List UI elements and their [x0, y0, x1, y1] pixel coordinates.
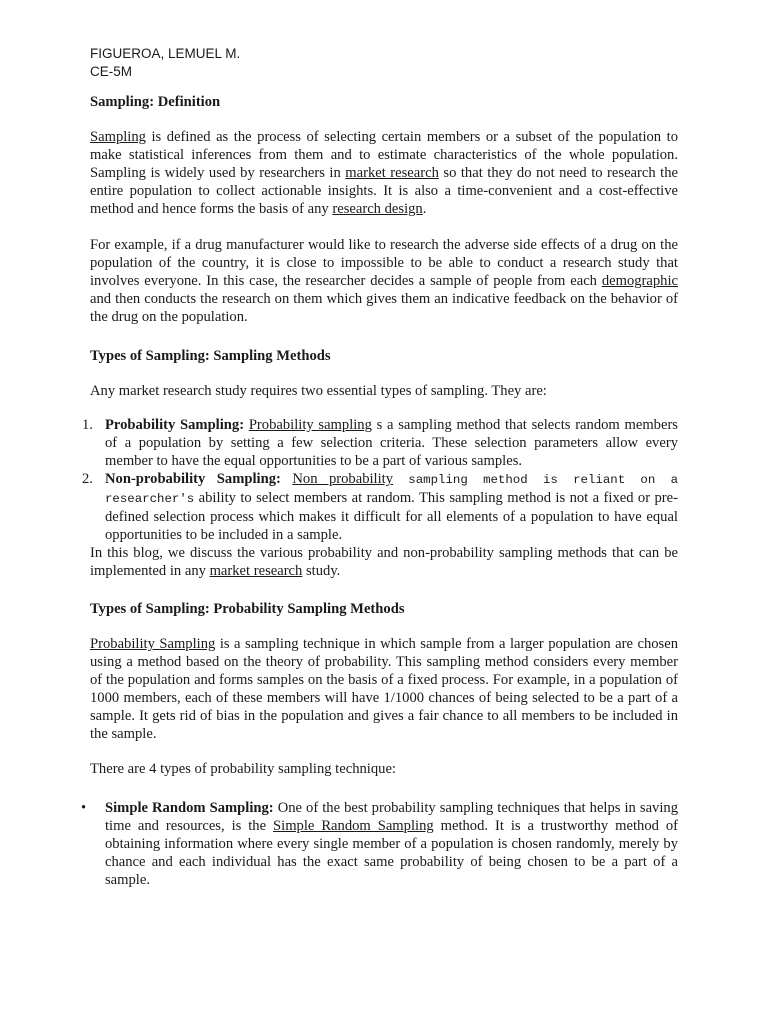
sampling-types-list [82, 416, 679, 544]
paragraph-probability-sampling: Probability Sampling is a sampling technique in which sample from a larger population are chosen using a method based on the theory of probability. This sampling method considers every member of the population and forms samples on the basis of a fixed process. For example, in a population of 1000 members, each of these members will have 1/1000 chances of being selected to be a part of a sample. It gets rid of bias in the population and gives a fair chance to all members to be included in the sample. [90, 636, 678, 742]
link-sampling[interactable]: Sampling [90, 129, 146, 145]
link-market-research[interactable]: market research [345, 165, 439, 181]
heading-probability-methods: Types of Sampling: Probability Sampling Methods [90, 601, 405, 617]
heading-sampling-definition: Sampling: Definition [90, 94, 221, 110]
list-item: 2. Non-probability Sampling: Non probability sampling method is reliant on a researcher's ability to select members at random. This sampling method is not a fixed or pre-defined selection process which makes it difficult for all elements of a population to have equal opportunities to be included in a sample. [82, 471, 679, 543]
paragraph-four-types: There are 4 types of probability sampling technique: [90, 761, 396, 777]
author-name: FIGUEROA, LEMUEL M. [90, 46, 241, 61]
link-market-research-2[interactable]: market research [209, 563, 303, 579]
probability-types-list [81, 799, 679, 889]
document-body [81, 93, 679, 889]
link-non-probability[interactable]: Non probability [292, 471, 394, 487]
link-simple-random-sampling[interactable]: Simple Random Sampling [273, 818, 434, 834]
heading-sampling-methods: Types of Sampling: Sampling Methods [90, 348, 331, 364]
list-item: • Simple Random Sampling: One of the best probability sampling techniques that helps in saving time and resources, is the Simple Random Sampling method. It is a trustworthy method of obtaining information where every single member of a population is chosen randomly, merely by chance and each individual has the exact same probability of being chosen to be a part of a sample. [81, 800, 679, 888]
paragraph-blog-note: In this blog, we discuss the various probability and non-probability sampling methods that can be implemented in any market research study. [90, 545, 678, 579]
bullet-icon: • [81, 800, 87, 816]
link-demographic[interactable]: demographic [601, 273, 678, 289]
paragraph-types-intro: Any market research study requires two essential types of sampling. They are: [90, 383, 547, 399]
author-section: CE-5M [90, 64, 133, 79]
link-probability-sampling[interactable]: Probability sampling [248, 417, 372, 433]
link-probability-sampling-2[interactable]: Probability Sampling [90, 636, 216, 652]
list-item: 1. Probability Sampling: Probability sampling s a sampling method that selects random members of a population by setting a few selection criteria. These selection parameters allow every member to have the equal opportunities to be a part of various samples. [82, 417, 678, 469]
paragraph-example: For example, if a drug manufacturer would like to research the adverse side effects of a drug on the population of the country, it is close to impossible to be able to conduct a research study that involves everyone. In this case, the researcher decides a sample of people from each demographic and then conducts the research on them which gives them an indicative feedback on the behavior of the drug on the population. [90, 237, 678, 325]
author-header [90, 45, 240, 81]
paragraph-definition: Sampling is defined as the process of selecting certain members or a subset of the population to make statistical inferences from them and to estimate characteristics of the whole population. Sampling is widely used by researchers in market research so that they do not need to research the entire population to collect actionable insights. It is also a time-convenient and a cost-effective method and hence forms the basis of any research design. [90, 129, 678, 217]
link-research-design[interactable]: research design [332, 201, 423, 217]
